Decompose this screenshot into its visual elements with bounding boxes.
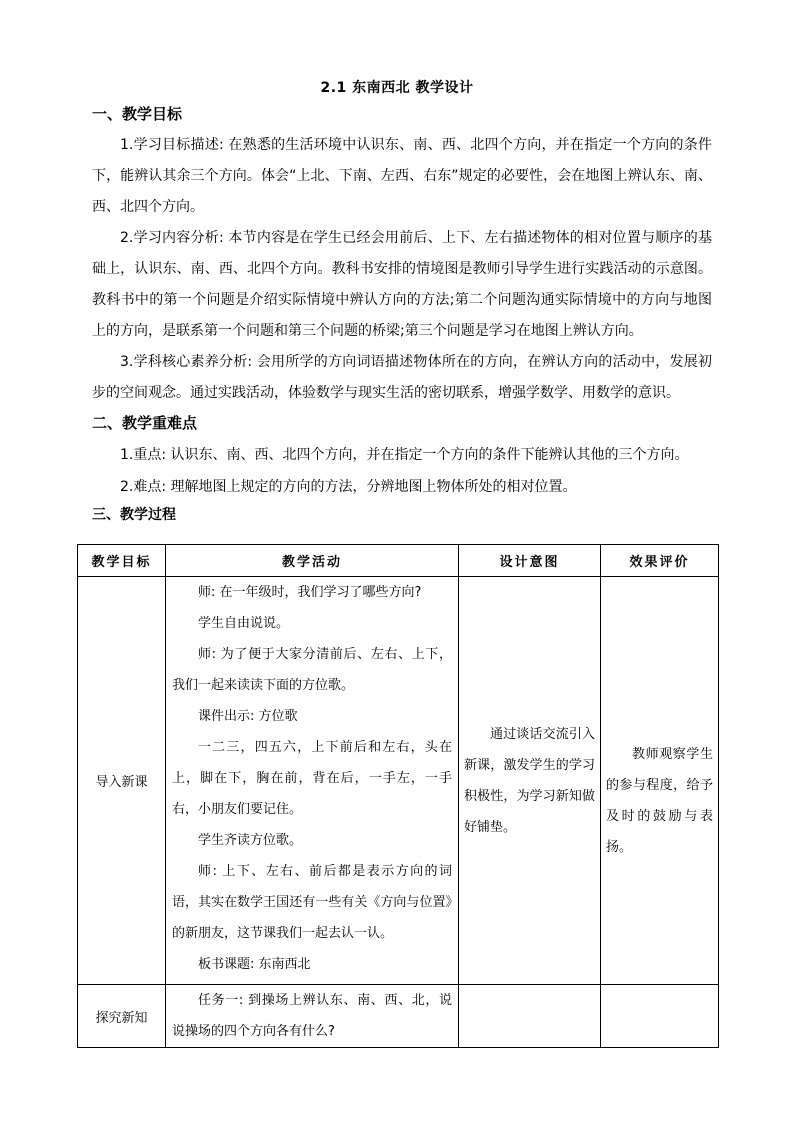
activity-line: 师: 为了便于大家分清前后、左右、上下，我们一起来读读下面的方位歌。 — [172, 647, 452, 693]
section-heading-process: 三、教学过程 — [92, 507, 176, 523]
activity-line: 师: 在一年级时，我们学习了哪些方向? — [198, 585, 422, 600]
paragraph-content-analysis: 2.学习内容分析: 本节内容是在学生已经会用前后、上下、左右描述物体的相对位置与顺序的基础上，认识东、南、西、北四个方向。教科书安排的情境图是教师引导学生进行实践活动的示意图。教科书中的第一个问题是介绍实际情境中辨认方向的方法;第二个问题沟通实际情境中的方向与地图上的方向，是联系第一个问题和第三个问题的桥梁;第三个问题是学习在地图上辨认方向。 — [92, 230, 712, 339]
row-goal-cell: 探究新知 — [78, 985, 166, 1048]
evaluation-text: 教师观察学生的参与程度，给予及时的鼓励与表扬。 — [606, 746, 713, 855]
activity-line: 学生自由说说。 — [198, 616, 290, 631]
row-activity-cell — [166, 985, 459, 1048]
table-header-row — [78, 545, 719, 577]
paragraph-core-literacy: 3.学科核心素养分析: 会用所学的方向词语描述物体所在的方向，在辨认方向的活动中，发展初步的空间观念。通过实践活动，体验数学与现实生活的密切联系，增强学数学、用数学的意识。 — [92, 354, 712, 401]
intent-text: 通过谈话交流引入新课，激发学生的学习积极性，为学习新知做好铺垫。 — [464, 726, 595, 835]
row-intent-cell — [459, 985, 601, 1048]
activity-line: 一二三，四五六，上下前后和左右，头在上，脚在下，胸在前，背在后，一手左，一手右，小朋友们要记住。 — [172, 740, 452, 817]
row-goal-cell: 导入新课 — [78, 577, 166, 985]
paragraph-difficulty: 2.难点: 理解地图上规定的方向的方法，分辨地图上物体所处的相对位置。 — [120, 479, 577, 495]
activity-line: 师: 上下、左右、前后都是表示方向的词语，其实在数学王国还有一些有关《方向与位置》的新朋友，这节课我们一起去认一认。 — [172, 864, 452, 941]
table-row — [78, 985, 719, 1048]
teaching-process-table — [77, 544, 719, 1048]
section-heading-goals: 一、教学目标 — [92, 105, 183, 123]
row-evaluation-cell — [601, 577, 719, 985]
activity-line: 学生齐读方位歌。 — [198, 833, 303, 848]
row-activity-cell — [166, 577, 459, 985]
activity-line: 任务一: 到操场上辨认东、南、西、北，说说操场的四个方向各有什么? — [172, 993, 452, 1039]
activity-line: 课件出示: 方位歌 — [198, 709, 298, 724]
header-evaluation: 效果评价 — [601, 545, 719, 577]
row-intent-cell — [459, 577, 601, 985]
document-title: 2.1 东南西北 教学设计 — [320, 80, 474, 96]
header-goal: 教学目标 — [78, 545, 166, 577]
row-evaluation-cell — [601, 985, 719, 1048]
activity-line: 板书课题: 东南西北 — [198, 957, 311, 972]
paragraph-key-point: 1.重点: 认识东、南、西、北四个方向，并在指定一个方向的条件下能辨认其他的三个方向。 — [120, 447, 689, 463]
header-intent: 设计意图 — [459, 545, 601, 577]
section-heading-key-points: 二、教学重难点 — [92, 414, 198, 432]
paragraph-goal-description: 1.学习目标描述: 在熟悉的生活环境中认识东、南、西、北四个方向，并在指定一个方向的条件下，能辨认其余三个方向。体会“上北、下南、左西、右东”规定的必要性，会在地图上辨认东、南、西、北四个方向。 — [92, 137, 712, 215]
table-row — [78, 577, 719, 985]
header-activity: 教学活动 — [166, 545, 459, 577]
